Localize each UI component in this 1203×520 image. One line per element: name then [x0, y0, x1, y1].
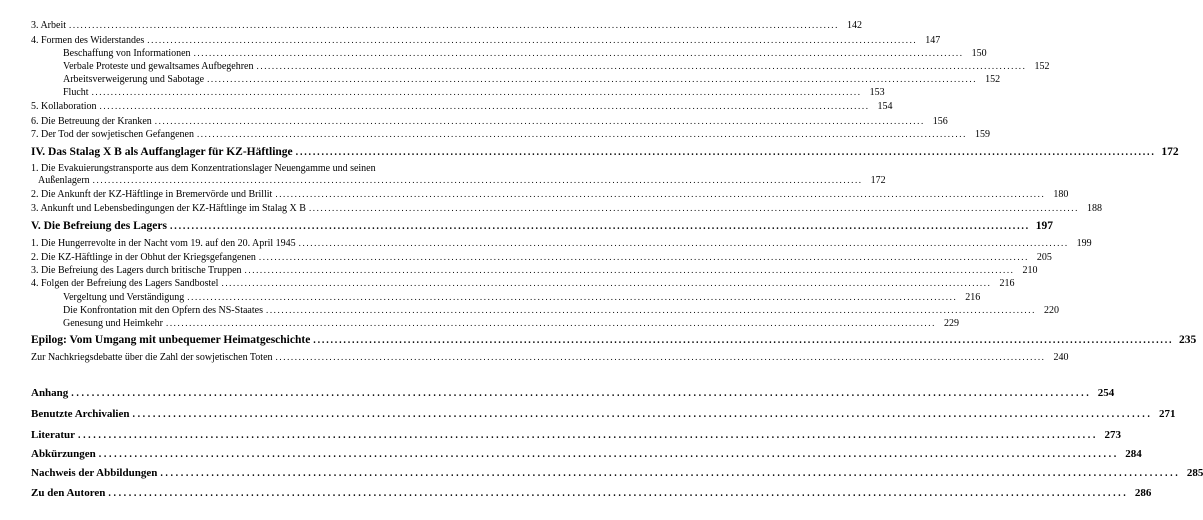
dot-leader: ........................................................................................................................................................................................................	[92, 175, 863, 185]
toc-entry-title: 1. Die Evakuierungstransporte aus dem Konzentrationslager Neuengamme und seinen	[31, 163, 376, 174]
toc-entry-title: Die Konfrontation mit den Opfern des NS-Staates	[63, 305, 263, 316]
toc-page-number: 180	[1053, 189, 1069, 200]
toc-page-number: 286	[1134, 487, 1152, 499]
toc-page-number: 197	[1035, 220, 1053, 232]
toc-page-number: 147	[925, 35, 941, 46]
toc-page-number: 220	[1043, 305, 1059, 316]
toc-entry	[31, 251, 1052, 264]
toc-epilog-heading	[31, 333, 1197, 348]
dot-leader: ........................................................................................................................................................................................................	[108, 488, 1129, 499]
dot-leader: ........................................................................................................................................................................................................	[91, 87, 862, 97]
toc-chapter-heading	[31, 219, 1053, 234]
toc-subentry	[63, 73, 1001, 86]
dot-leader: ........................................................................................................................................................................................................	[308, 203, 1079, 213]
toc-chapter-heading	[31, 145, 1179, 160]
toc-entry-title: 3. Die Befreiung des Lagers durch britische Truppen	[31, 265, 242, 276]
dot-leader: ........................................................................................................................................................................................................	[99, 101, 870, 111]
toc-entry-title: Zur Nachkriegsdebatte über die Zahl der sowjetischen Toten	[31, 352, 273, 363]
toc-entry-title: Literatur	[31, 429, 75, 441]
toc-entry-title: Benutzte Archivalien	[31, 408, 130, 420]
toc-entry-title: 7. Der Tod der sowjetischen Gefangenen	[31, 129, 194, 140]
dot-leader: ........................................................................................................................................................................................................	[187, 292, 958, 302]
dot-leader: ........................................................................................................................................................................................................	[165, 318, 936, 328]
toc-page-number: 271	[1158, 408, 1176, 420]
toc-page-number: 284	[1125, 448, 1142, 460]
toc-subentry	[63, 304, 1059, 317]
dot-leader: ........................................................................................................................................................................................................	[244, 265, 1015, 275]
toc-subentry	[63, 86, 885, 99]
dot-leader: ........................................................................................................................................................................................................	[313, 335, 1174, 346]
toc-entry	[31, 277, 1015, 290]
toc-entry-title: Abkürzungen	[31, 448, 96, 460]
toc-page-number: 235	[1179, 334, 1197, 346]
toc-entry	[31, 264, 1038, 277]
toc-entry-title: 2. Die Ankunft der KZ-Häftlinge in Bremervörde und Brillit	[31, 189, 273, 200]
toc-entry-title: Beschaffung von Informationen	[63, 48, 191, 59]
toc-entry-title: Genesung und Heimkehr	[63, 318, 163, 329]
toc-appendix-entry	[31, 428, 1121, 443]
toc-entry-title: IV. Das Stalag X B als Auffanglager für KZ-Häftlinge	[31, 146, 293, 158]
toc-page-number: 154	[877, 101, 893, 112]
toc-page-number: 254	[1097, 387, 1115, 399]
toc-page-number: 152	[985, 74, 1001, 85]
toc-appendix-entry	[31, 466, 1203, 481]
toc-page-number: 142	[847, 20, 862, 31]
toc-appendix-entry	[31, 407, 1176, 422]
toc-page-number: 172	[1161, 146, 1179, 158]
toc-subentry	[63, 317, 959, 330]
toc-entry	[31, 19, 862, 32]
toc-appendix-entry	[31, 447, 1142, 462]
dot-leader: ........................................................................................................................................................................................................	[295, 147, 1156, 158]
toc-entry-title: 1. Die Hungerrevolte in der Nacht vom 19. auf den 20. April 1945	[31, 238, 296, 249]
dot-leader: ........................................................................................................................................................................................................	[132, 409, 1153, 420]
toc-entry-title: Verbale Proteste und gewaltsames Aufbegehren	[63, 61, 254, 72]
toc-entry	[31, 34, 941, 47]
dot-leader: ........................................................................................................................................................................................................	[207, 74, 978, 84]
toc-entry-title: Zu den Autoren	[31, 487, 106, 499]
toc-subentry	[63, 60, 1050, 73]
toc-entry-title: Anhang	[31, 387, 69, 399]
toc-page-number: 216	[999, 278, 1015, 289]
toc-page-number: 205	[1036, 252, 1052, 263]
dot-leader: ........................................................................................................................................................................................................	[69, 20, 839, 30]
toc-subentry	[63, 47, 987, 60]
dot-leader: ........................................................................................................................................................................................................	[256, 61, 1027, 71]
toc-entry-title: 2. Die KZ-Häftlinge in der Obhut der Kriegsgefangenen	[31, 252, 256, 263]
toc-entry-title: V. Die Befreiung des Lagers	[31, 220, 167, 232]
toc-page-number: 210	[1022, 265, 1038, 276]
toc-appendix-entry	[31, 486, 1152, 501]
dot-leader: ........................................................................................................................................................................................................	[275, 352, 1046, 362]
toc-entry	[31, 237, 1092, 250]
toc-entry-title: 6. Die Betreuung der Kranken	[31, 116, 152, 127]
dot-leader: ........................................................................................................................................................................................................	[298, 238, 1069, 248]
toc-entry-title: 3. Arbeit	[31, 20, 66, 31]
toc-page-number: 229	[943, 318, 959, 329]
toc-entry-title: Flucht	[63, 87, 89, 98]
dot-leader: ........................................................................................................................................................................................................	[193, 48, 964, 58]
toc-page-number: 172	[870, 175, 886, 186]
toc-entry	[31, 100, 893, 113]
toc-page-number: 159	[974, 129, 990, 140]
dot-leader: ........................................................................................................................................................................................................	[71, 388, 1092, 399]
toc-entry	[31, 128, 990, 141]
toc-entry-title: Außenlagern	[38, 175, 90, 186]
toc-entry-title: 4. Folgen der Befreiung des Lagers Sandbostel	[31, 278, 219, 289]
toc-page-number: 156	[932, 116, 948, 127]
toc-page-number: 199	[1076, 238, 1092, 249]
toc-page-number: 273	[1104, 429, 1121, 441]
toc-entry-title: Vergeltung und Verständigung	[63, 292, 185, 303]
dot-leader: ........................................................................................................................................................................................................	[154, 116, 925, 126]
toc-appendix-entry	[31, 386, 1115, 401]
toc-entry	[31, 351, 1069, 364]
toc-subentry	[63, 291, 981, 304]
dot-leader: ........................................................................................................................................................................................................	[147, 35, 918, 45]
dot-leader: ........................................................................................................................................................................................................	[196, 129, 967, 139]
toc-page-number: 240	[1053, 352, 1069, 363]
toc-entry	[31, 115, 948, 128]
toc-entry-title: 5. Kollaboration	[31, 101, 97, 112]
dot-leader: ........................................................................................................................................................................................................	[98, 449, 1119, 460]
toc-entry	[31, 202, 1102, 215]
dot-leader: ........................................................................................................................................................................................................	[169, 221, 1030, 232]
toc-page-number: 216	[965, 292, 981, 303]
toc-page-number: 188	[1086, 203, 1102, 214]
dot-leader: ........................................................................................................................................................................................................	[221, 278, 992, 288]
dot-leader: ........................................................................................................................................................................................................	[258, 252, 1029, 262]
toc-entry-continuation	[38, 174, 886, 187]
toc-entry-title: Epilog: Vom Umgang mit unbequemer Heimatgeschichte	[31, 334, 311, 346]
toc-entry	[31, 188, 1069, 201]
dot-leader: ........................................................................................................................................................................................................	[265, 305, 1036, 315]
toc-page-number: 153	[869, 87, 885, 98]
toc-page-number: 152	[1034, 61, 1050, 72]
dot-leader: ........................................................................................................................................................................................................	[275, 189, 1046, 199]
toc-entry-title: Arbeitsverweigerung und Sabotage	[63, 74, 205, 85]
toc-entry-title: 3. Ankunft und Lebensbedingungen der KZ-Häftlinge im Stalag X B	[31, 203, 306, 214]
toc-entry-title: Nachweis der Abbildungen	[31, 467, 158, 479]
dot-leader: ........................................................................................................................................................................................................	[160, 468, 1181, 479]
toc-entry-title: 4. Formen des Widerstandes	[31, 35, 145, 46]
dot-leader: ........................................................................................................................................................................................................	[77, 430, 1098, 441]
toc-page-number: 285	[1186, 467, 1203, 479]
toc-page-number: 150	[971, 48, 987, 59]
